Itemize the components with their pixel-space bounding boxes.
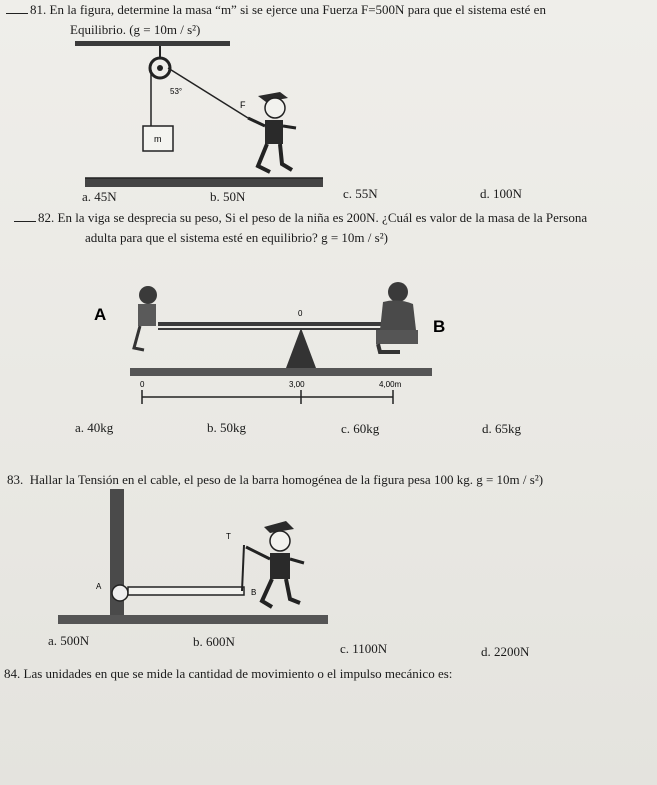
label-o: 0 [298, 309, 303, 318]
q83-question [7, 472, 543, 488]
q82-question [14, 210, 587, 226]
q82-text-line1: En la viga se desprecia su peso, Si el peso de la niña es 200N. ¿Cuál es valor de la masa de la Persona [57, 210, 588, 225]
q83-option-d: d. 2200N [481, 644, 530, 659]
person-pulling-icon [248, 92, 296, 172]
q81-option-b: b. 50N [210, 189, 246, 204]
q82-option-c: c. 60kg [341, 421, 380, 436]
floor [58, 615, 328, 624]
scale-label-0: 0 [140, 380, 145, 389]
q82-text-line2: adulta para que el sistema esté en equilibrio? g = 10m / s²) [85, 230, 388, 245]
fulcrum [286, 328, 316, 368]
q83-option-b: b. 600N [193, 634, 235, 649]
q81-option-d: d. 100N [480, 186, 522, 201]
scale-label-1: 3,00 [289, 380, 305, 389]
q83-text: Hallar la Tensión en el cable, el peso de la barra homogénea de la figura pesa 100 kg. g = 10m / s²) [29, 472, 544, 487]
label-b: B [433, 317, 446, 336]
ground [130, 368, 432, 376]
answer-blank[interactable] [6, 3, 28, 14]
label-b: B [251, 588, 257, 597]
q81-text-line2: Equilibrio. (g = 10m / s²) [70, 22, 201, 37]
answer-blank[interactable] [14, 211, 36, 222]
q82-option-d: d. 65kg [482, 421, 521, 436]
angle-label: 53° [170, 87, 183, 96]
q83-option-c: c. 1100N [340, 641, 388, 656]
q83-option-a: a. 500N [48, 633, 90, 648]
hinge-icon [112, 585, 128, 601]
q84-question: 84. Las unidades en que se mide la cantidad de movimiento o el impulso mecánico es: [4, 666, 453, 681]
beam [158, 322, 414, 326]
q83-number: 83. [7, 472, 24, 487]
q83-figure [58, 487, 358, 637]
q82-option-a: a. 40kg [75, 420, 114, 435]
q81-question [6, 2, 546, 18]
q81-number: 81. [30, 2, 47, 17]
floor [85, 178, 323, 187]
cable [242, 545, 244, 591]
girl-icon [134, 286, 157, 350]
ceiling [75, 41, 230, 46]
label-t: T [226, 532, 231, 541]
q81-text-line1: En la figura, determine la masa “m” si se ejerce una Fuerza F=500N para que el sistema esté en [49, 2, 546, 17]
label-a: A [94, 305, 107, 324]
mass-label: m [154, 134, 162, 144]
q81-figure [70, 38, 400, 208]
q82-number: 82. [38, 210, 55, 225]
bar [128, 587, 244, 595]
label-a: A [96, 582, 102, 591]
q81-option-a: a. 45N [82, 189, 117, 204]
force-label: F [240, 100, 246, 110]
q82-option-b: b. 50kg [207, 420, 246, 435]
q82-figure [88, 270, 448, 420]
adult-icon [376, 282, 418, 352]
scale-label-2: 4,00m [379, 380, 402, 389]
q81-option-c: c. 55N [343, 186, 378, 201]
